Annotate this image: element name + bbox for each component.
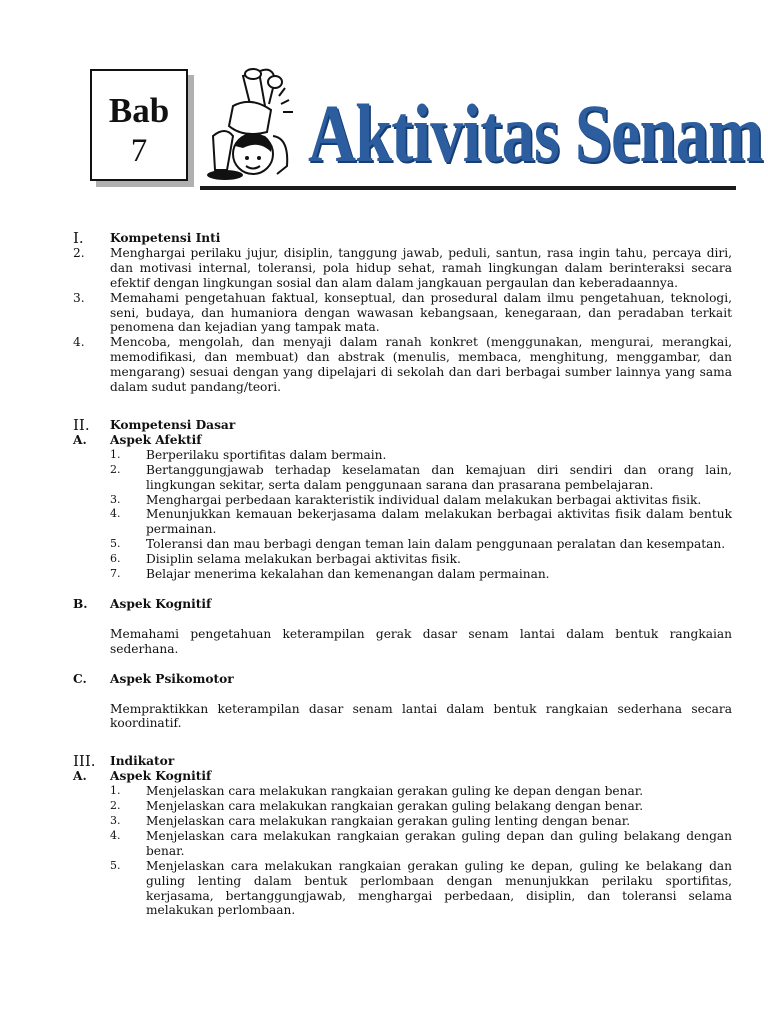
item-text: Menghargai perilaku jujur, disiplin, tanggung jawab, peduli, santun, rasa ingin tahu, percaya diri, dan motivasi internal, toleransi, pola hidup sehat, ramah lingkungan dalam berinteraksi secara efektif dengan lingkungan sosial dan alam dalam jangkauan pergaulan dan keberadaannya. xyxy=(110,245,732,290)
paragraph: Memahami pengetahuan keterampilan gerak dasar senam lantai dalam bentuk rangkaian sederhana. xyxy=(110,626,732,656)
section-title: Kompetensi Inti xyxy=(110,231,221,245)
section-title: Indikator xyxy=(110,754,175,769)
list-item xyxy=(73,799,732,814)
list-item xyxy=(73,784,732,799)
paragraph: Mempraktikkan keterampilan dasar senam lantai dalam bentuk rangkaian sederhana secara koordinatif. xyxy=(110,701,732,731)
chapter-number: 7 xyxy=(130,133,148,169)
section-title: Kompetensi Dasar xyxy=(110,417,236,432)
item-text: Disiplin selama melakukan berbagai aktivitas fisik. xyxy=(146,552,461,567)
chapter-title: Aktivitas Senam xyxy=(308,87,763,179)
list-item xyxy=(73,814,732,829)
item-text: Menunjukkan kemauan bekerjasama dalam melakukan berbagai aktivitas fisik dalam bentuk permainan. xyxy=(146,507,732,537)
section-numeral: II. xyxy=(73,415,90,434)
item-text: Toleransi dan mau berbagi dengan teman lain dalam penggunaan peralatan dan kesempatan. xyxy=(146,537,726,552)
item-number: 2. xyxy=(110,462,121,476)
item-number: 2. xyxy=(73,245,85,260)
item-text: Menghargai perbedaan karakteristik individual dalam melakukan berbagai aktivitas fisik. xyxy=(146,492,702,507)
item-number: 3. xyxy=(73,290,85,305)
item-number: 7. xyxy=(110,567,121,581)
title-underline xyxy=(200,186,736,190)
list-item xyxy=(73,448,732,463)
list-item xyxy=(73,335,732,395)
item-text: Berperilaku sportifitas dalam bermain. xyxy=(146,447,387,462)
list-item xyxy=(73,859,732,919)
gymnast-rolling-illustration xyxy=(203,66,301,186)
item-number: 6. xyxy=(110,552,121,566)
list-item xyxy=(73,246,732,291)
subsection-letter: A. xyxy=(73,769,87,784)
section-heading xyxy=(73,754,732,769)
subsection-title: Aspek Afektif xyxy=(110,432,202,447)
section-heading xyxy=(73,231,732,246)
subsection-letter: A. xyxy=(73,432,87,447)
item-number: 1. xyxy=(110,784,121,798)
subsection-letter: C. xyxy=(73,671,87,686)
subsection-heading xyxy=(73,597,732,612)
list-item xyxy=(73,537,732,552)
list-item xyxy=(73,552,732,567)
item-text: Bertanggungjawab terhadap keselamatan dan kemajuan diri sendiri dan orang lain, lingkungan sekitar, serta dalam penggunaan sarana dan prasarana pembelajaran. xyxy=(146,462,732,492)
chapter-box xyxy=(90,69,188,181)
item-number: 4. xyxy=(73,335,85,350)
subsection-heading xyxy=(73,672,732,687)
item-number: 4. xyxy=(110,828,121,842)
item-text: Memahami pengetahuan faktual, konseptual, dan prosedural dalam ilmu pengetahuan, teknologi, seni, budaya, dan humaniora dengan wawasan kebangsaan, kenegaraan, dan peradaban terkait penomena dan kejadian yang tampak mata. xyxy=(110,290,732,335)
list-item xyxy=(73,291,732,336)
item-text: Menjelaskan cara melakukan rangkaian gerakan guling ke depan dengan benar. xyxy=(146,784,644,799)
item-text: Belajar menerima kekalahan dan kemenangan dalam permainan. xyxy=(146,567,550,582)
subsection-heading xyxy=(73,769,732,784)
item-text: Menjelaskan cara melakukan rangkaian gerakan guling belakang dengan benar. xyxy=(146,799,644,814)
item-number: 4. xyxy=(110,507,121,521)
item-number: 3. xyxy=(110,814,121,827)
subsection-title: Aspek Psikomotor xyxy=(110,671,234,686)
item-text: Mencoba, mengolah, dan menyaji dalam ranah konkret (menggunakan, mengurai, merangkai, memodifikasi, dan membuat) dan abstrak (menulis, membaca, menghitung, menggambar, dan mengarang) sesuai dengan yang dipelajari di sekolah dan dari berbagai sumber lainnya yang sama dalam sudut pandang/teori. xyxy=(110,335,732,395)
item-number: 1. xyxy=(110,447,121,461)
subsection-title: Aspek Kognitif xyxy=(110,596,212,611)
chapter-content xyxy=(73,231,732,918)
item-number: 3. xyxy=(110,492,121,506)
item-text: Menjelaskan cara melakukan rangkaian gerakan guling ke depan, guling ke belakang dan guling lenting dalam bentuk perlombaan dengan menunjukkan perilaku sportifitas, kerjasama, bertanggungjawab, menghargai perbedaan, disiplin, dan toleransi selama melakukan perlombaan. xyxy=(146,858,732,918)
section-numeral: I. xyxy=(73,229,84,247)
list-item xyxy=(73,463,732,493)
item-text: Menjelaskan cara melakukan rangkaian gerakan guling depan dan guling belakang dengan benar. xyxy=(146,828,732,858)
chapter-word: Bab xyxy=(108,91,170,130)
list-item xyxy=(73,493,732,508)
list-item xyxy=(73,567,732,582)
item-number: 5. xyxy=(110,537,121,551)
subsection-letter: B. xyxy=(73,596,88,611)
subsection-heading xyxy=(73,433,732,448)
list-item xyxy=(73,829,732,859)
chapter-title-wrap xyxy=(308,72,763,192)
item-text: Menjelaskan cara melakukan rangkaian gerakan guling lenting dengan benar. xyxy=(146,814,631,828)
item-number: 2. xyxy=(110,799,121,813)
section-numeral: III. xyxy=(73,752,96,771)
list-item xyxy=(73,507,732,537)
item-number: 5. xyxy=(110,858,121,872)
subsection-title: Aspek Kognitif xyxy=(110,769,212,784)
section-heading xyxy=(73,415,732,434)
